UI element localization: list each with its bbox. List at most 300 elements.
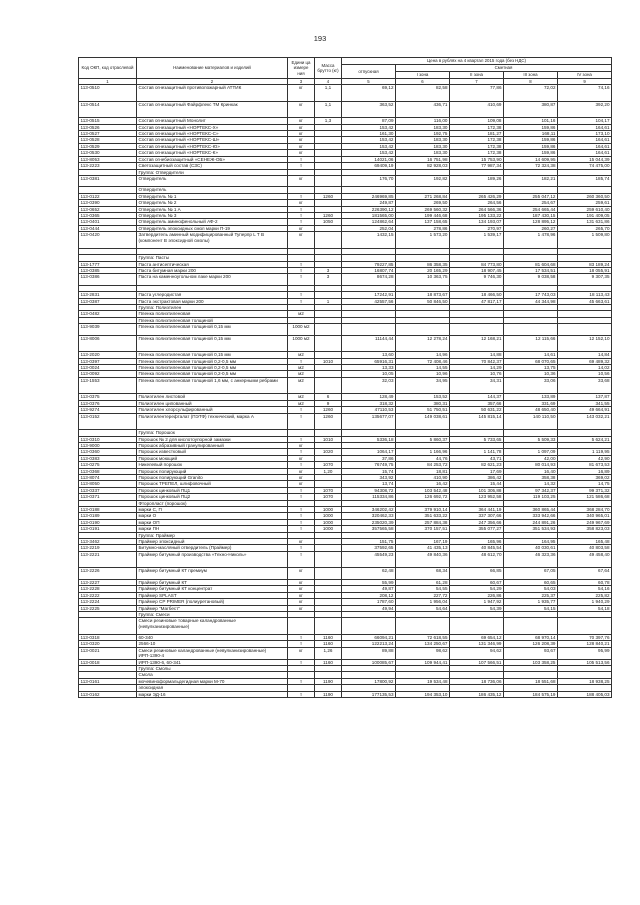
cell-mass: 1,26: [315, 647, 342, 659]
cell-unit: кг: [288, 481, 315, 487]
cell-zone3: 81 604,68: [504, 261, 558, 267]
cell-zone2: 17,69: [450, 468, 504, 474]
cell-zone3: 119 103,25: [504, 494, 558, 500]
header-zone3: III зона: [504, 72, 558, 79]
cell-zone4: 83 189,24: [558, 261, 612, 267]
cell-zone4: 1 119,95: [558, 449, 612, 455]
cell-name: Смеси резиновые каландрованные (невулканизированные) ИРП-1390-4: [137, 647, 288, 659]
cell-release: 320462,33: [342, 513, 396, 519]
cell-zone1: 34,95: [396, 377, 450, 394]
cell-zone2: 47 817,17: [450, 298, 504, 304]
cell-zone4: 33,68: [558, 377, 612, 394]
cell-name: Праймер "Магбест": [137, 605, 288, 611]
cell-code: 113-0383: [79, 455, 137, 461]
cell-zone2: 69 654,12: [450, 634, 504, 640]
cell-name: Порошок полирующий Granito: [137, 475, 288, 481]
cell-name: Пленка полиэтиленовая толщиной 0,15 мм: [137, 335, 288, 352]
cell-zone2: 14,88: [450, 352, 504, 358]
cell-unit: т: [288, 267, 315, 273]
cell-name: Порошок ТРЕПЕЛ, шлифовочный: [137, 481, 288, 487]
cell-zone3: 225,37: [504, 592, 558, 598]
cell-zone4: 18 938,25: [558, 678, 612, 684]
cell-zone1: 16,42: [396, 481, 450, 487]
cell-zone2: [450, 618, 504, 635]
col-number: 6: [396, 79, 450, 85]
cell-zone3: 72 324,38: [504, 163, 558, 169]
cell-name: Отвердитель аминофенольный АФ-2: [137, 219, 288, 225]
cell-unit: кг: [288, 137, 315, 143]
cell-unit: кг: [288, 232, 315, 249]
cell-name: ИРП-1390-6, 60-341: [137, 659, 288, 665]
table-row: [79, 691, 612, 697]
cell-release: [342, 618, 396, 635]
cell-zone4: 164,61: [558, 124, 612, 130]
cell-release: 128,49: [342, 394, 396, 400]
cell-zone4: 392,20: [558, 101, 612, 118]
col-number: 7: [450, 79, 504, 85]
cell-code: 113-0018: [79, 659, 137, 665]
cell-mass: 1260: [315, 193, 342, 199]
cell-zone2: 131 346,99: [450, 641, 504, 647]
cell-zone2: 226,86: [450, 592, 504, 598]
cell-zone3: 14,32: [504, 481, 558, 487]
cell-release: 10,05: [342, 371, 396, 377]
cell-unit: кг: [288, 124, 315, 130]
cell-zone1: 1 573,20: [396, 232, 450, 249]
cell-zone2: 84 773,80: [450, 261, 504, 267]
cell-zone1: 199 446,68: [396, 212, 450, 218]
cell-zone2: 265 426,29: [450, 193, 504, 199]
cell-zone3: 93,67: [504, 647, 558, 659]
cell-zone3: 68 970,14: [504, 634, 558, 640]
cell-zone3: 333 942,66: [504, 513, 558, 519]
cell-name: Фторопласт (порошок): [137, 500, 288, 506]
cell-zone1: 72 618,55: [396, 634, 450, 640]
cell-zone3: 103 358,25: [504, 659, 558, 665]
cell-unit: кг: [288, 101, 315, 118]
cell-release: 124862,64: [342, 219, 396, 225]
cell-zone1: 12 278,24: [396, 335, 450, 352]
cell-release: 37592,65: [342, 545, 396, 551]
cell-name: Состав огнезащитный «НОРТЕКС-К»: [137, 150, 288, 156]
cell-name: Смола: [137, 672, 288, 678]
cell-unit: т: [288, 407, 315, 413]
cell-zone2: 10,76: [450, 371, 504, 377]
cell-unit: т: [288, 545, 315, 551]
cell-release: 153,42: [342, 124, 396, 130]
cell-zone2: 12 168,21: [450, 335, 504, 352]
cell-zone3: 17 534,51: [504, 267, 558, 273]
table-row: [79, 377, 612, 394]
cell-zone3: 80 014,93: [504, 462, 558, 468]
cell-zone3: 12 115,66: [504, 335, 558, 352]
cell-code: 113-1553: [79, 377, 137, 394]
cell-unit: м2: [288, 352, 315, 358]
cell-name: Отвердитель: [137, 175, 288, 186]
cell-zone4: 105 513,56: [558, 659, 612, 665]
cell-zone4: 42,90: [558, 455, 612, 461]
cell-zone1: 1 166,96: [396, 449, 450, 455]
cell-release: 13,33: [342, 364, 396, 370]
cell-zone1: 370 157,51: [396, 526, 450, 532]
cell-unit: т: [288, 634, 315, 640]
cell-zone4: 1 940,29: [558, 599, 612, 605]
cell-unit: кг: [288, 442, 315, 448]
cell-zone1: 436,71: [396, 101, 450, 118]
cell-zone4: 81 673,53: [558, 462, 612, 468]
cell-code: 113-2221: [79, 551, 137, 568]
cell-unit: т: [288, 193, 315, 199]
cell-zone1: 50 846,50: [396, 298, 450, 304]
cell-release: 13,60: [342, 352, 396, 358]
cell-code: 113-0386: [79, 274, 137, 285]
cell-zone2: 109,08: [450, 118, 504, 124]
cell-unit: м2: [288, 371, 315, 377]
cell-zone4: 74,16: [558, 85, 612, 102]
cell-zone4: 249 967,69: [558, 519, 612, 525]
cell-code: 113-0368: [79, 468, 137, 474]
cell-zone1: 271 268,84: [396, 193, 450, 199]
cell-unit: т: [288, 449, 315, 455]
cell-code: 113-9000: [79, 442, 137, 448]
cell-name: Никелевый порошок: [137, 462, 288, 468]
cell-zone2: 48 612,70: [450, 551, 504, 568]
cell-name: Группа: Смеси: [137, 611, 288, 617]
cell-code: 113-0385: [79, 267, 137, 273]
cell-mass: 9: [315, 400, 342, 406]
cell-unit: т: [288, 436, 315, 442]
cell-unit: т: [288, 507, 315, 513]
cell-zone2: 172,38: [450, 143, 504, 149]
cell-zone2: 40 845,54: [450, 545, 504, 551]
cell-unit: т: [288, 551, 315, 568]
cell-zone4: [558, 324, 612, 335]
cell-unit: т: [288, 358, 315, 364]
cell-zone3: 10,36: [504, 371, 558, 377]
cell-zone1: 49 840,36: [396, 551, 450, 568]
cell-zone4: 185,74: [558, 175, 612, 186]
cell-release: 153,42: [342, 137, 396, 143]
cell-name: Группа: Полиэтилен: [137, 304, 288, 310]
cell-name: Пленка полиэтиленовая толщиной: [137, 317, 288, 323]
cell-zone3: [504, 618, 558, 635]
cell-zone4: 69 489,32: [558, 358, 612, 364]
cell-zone4: 173,10: [558, 131, 612, 137]
cell-release: 318,32: [342, 400, 396, 406]
cell-code: 113-0482: [79, 311, 137, 317]
cell-zone2: 172,38: [450, 150, 504, 156]
cell-code: 113-0515: [79, 118, 137, 124]
cell-unit: т: [288, 212, 315, 218]
cell-zone2: 18 907,45: [450, 267, 504, 273]
cell-release: 153,42: [342, 143, 396, 149]
cell-zone2: 18 736,06: [450, 678, 504, 684]
col-number: 5: [342, 79, 396, 85]
cell-zone3: 380,87: [504, 101, 558, 118]
cell-zone4: 121 586,68: [558, 494, 612, 500]
cell-zone1: 379 910,14: [396, 507, 450, 513]
cell-zone3: 126 208,39: [504, 641, 558, 647]
table-row: [79, 175, 612, 186]
cell-zone2: 34,31: [450, 377, 504, 394]
cell-unit: т: [288, 219, 315, 225]
cell-code: 113-0371: [79, 494, 137, 500]
cell-release: 343,92: [342, 475, 396, 481]
cell-zone1: 19 534,48: [396, 678, 450, 684]
cell-zone1: 14,96: [396, 352, 450, 358]
cell-zone4: 164,61: [558, 137, 612, 143]
table-row: [79, 413, 612, 430]
cell-name: марки ПН: [137, 526, 288, 532]
cell-zone1: 194 353,10: [396, 691, 450, 697]
table-row: [79, 324, 612, 335]
cell-zone1: 54,55: [396, 586, 450, 592]
cell-name: Группа: Смолы: [137, 665, 288, 671]
cell-zone1: 10 363,75: [396, 274, 450, 285]
cell-zone1: 14,55: [396, 364, 450, 370]
cell-unit: т: [288, 526, 315, 532]
cell-zone2: 70 842,37: [450, 358, 504, 364]
cell-code: 113-0420: [79, 232, 137, 249]
cell-name: Праймер эпоксидный: [137, 539, 288, 545]
cell-code: 113-0092: [79, 371, 137, 377]
cell-name: Битумно-масляный отвердитель (Праймер): [137, 545, 288, 551]
cell-unit: кг: [288, 605, 315, 611]
cell-name: Отвердитель № 2: [137, 200, 288, 206]
cell-zone3: 254 665,44: [504, 206, 558, 212]
cell-release: 32,03: [342, 377, 396, 394]
cell-code: 113-0320: [79, 641, 137, 647]
cell-zone3: 54,03: [504, 586, 558, 592]
cell-release: 13,74: [342, 481, 396, 487]
cell-zone4: 341,55: [558, 400, 612, 406]
cell-release: 69409,19: [342, 163, 396, 169]
cell-release: 176,70: [342, 175, 396, 186]
cell-code: 113-9274: [79, 407, 137, 413]
cell-zone1: 109 944,41: [396, 659, 450, 665]
cell-zone3: 17 743,03: [504, 292, 558, 298]
cell-zone3: [504, 324, 558, 335]
cell-zone1: 5 860,37: [396, 436, 450, 442]
cell-zone3: 159,86: [504, 150, 558, 156]
cell-zone4: 95,99: [558, 647, 612, 659]
cell-release: 1432,15: [342, 232, 396, 249]
cell-name: Отвердитель № 3: [137, 212, 288, 218]
cell-mass: 1000: [315, 526, 342, 532]
cell-code: 113-2226: [79, 568, 137, 579]
cell-release: 181565,00: [342, 212, 396, 218]
cell-zone1: 269,50: [396, 200, 450, 206]
col-number: 3: [288, 79, 315, 85]
cell-release: 87,09: [342, 118, 396, 124]
cell-release: 357565,58: [342, 526, 396, 532]
cell-code: 113-0318: [79, 634, 137, 640]
cell-zone2: 94,62: [450, 647, 504, 659]
cell-code: 113-0337: [79, 487, 137, 493]
cell-name: мочевиноформальдегидная марки М-70: [137, 678, 288, 684]
cell-code: 113-8050: [79, 481, 137, 487]
cell-zone2: 357,66: [450, 400, 504, 406]
cell-name: Праймер SPLAST: [137, 592, 288, 598]
cell-code: 113-0527: [79, 131, 137, 137]
cell-zone2: [450, 324, 504, 335]
cell-zone4: 143 032,21: [558, 413, 612, 430]
cell-release: 17800,92: [342, 678, 396, 684]
header-zone1: I зона: [396, 72, 450, 79]
cell-zone3: 128 895,12: [504, 219, 558, 225]
cell-name: Праймер битумный КТ: [137, 579, 288, 585]
header-price-group: Цена в рублях на 4 квартал 2015 года (без НДС): [342, 58, 612, 65]
cell-mass: [315, 568, 342, 579]
cell-zone3: 40 030,61: [504, 545, 558, 551]
cell-zone3: 168,11: [504, 131, 558, 137]
cell-zone4: 260 360,50: [558, 193, 612, 199]
cell-zone3: 331,69: [504, 400, 558, 406]
cell-release: 8674,28: [342, 274, 396, 285]
cell-zone4: 54,16: [558, 586, 612, 592]
cell-zone4: 128 840,21: [558, 641, 612, 647]
cell-unit: м2: [288, 377, 315, 394]
cell-unit: кг: [288, 175, 315, 186]
cell-code: 113-0162: [79, 691, 137, 697]
cell-release: 49,87: [342, 586, 396, 592]
cell-code: 113-0021: [79, 647, 137, 659]
cell-zone2: 123 952,58: [450, 494, 504, 500]
cell-name: Группа: Порошок: [137, 430, 288, 436]
cell-zone1: 103 542,48: [396, 487, 450, 493]
cell-zone1: 72 408,46: [396, 358, 450, 364]
cell-zone3: 159,86: [504, 124, 558, 130]
cell-zone3: 159,86: [504, 137, 558, 143]
cell-unit: т: [288, 494, 315, 500]
cell-name: Группа: Пасты: [137, 255, 288, 261]
cell-unit: т: [288, 678, 315, 684]
cell-zone2: 264,56: [450, 200, 504, 206]
cell-zone4: 67,64: [558, 568, 612, 579]
cell-zone2: 14,29: [450, 364, 504, 370]
cell-mass: [315, 618, 342, 635]
cell-zone4: 1 509,80: [558, 232, 612, 249]
cell-unit: т: [288, 163, 315, 169]
cell-code: 113-0122: [79, 193, 137, 199]
cell-zone4: 259 610,40: [558, 206, 612, 212]
cell-zone2: 15 753,90: [450, 156, 504, 162]
cell-mass: 1,3: [315, 118, 342, 124]
cell-zone1: 126 692,72: [396, 494, 450, 500]
cell-release: 100085,67: [342, 659, 396, 665]
cell-zone4: 99 371,32: [558, 487, 612, 493]
cell-mass: [315, 324, 342, 335]
cell-release: 1064,17: [342, 449, 396, 455]
cell-name: Порошок абразивный гранулированный: [137, 442, 288, 448]
cell-unit: т: [288, 274, 315, 285]
cell-mass: 1000: [315, 519, 342, 525]
cell-zone3: 60,65: [504, 579, 558, 585]
cell-zone1: [396, 618, 450, 635]
cell-zone3: 42,00: [504, 455, 558, 461]
cell-name: Отвердитель: [137, 187, 288, 193]
cell-unit: т: [288, 659, 315, 665]
cell-unit: 1000 м2: [288, 324, 315, 335]
cell-zone3: 9 038,58: [504, 274, 558, 285]
cell-zone1: 183,30: [396, 150, 450, 156]
cell-zone4: 18 055,91: [558, 267, 612, 273]
cell-zone1: 153,52: [396, 394, 450, 400]
cell-unit: [288, 618, 315, 635]
cell-zone1: 410,90: [396, 475, 450, 481]
cell-unit: кг: [288, 592, 315, 598]
cell-zone2: 18 466,50: [450, 292, 504, 298]
cell-zone4: 74 475,00: [558, 163, 612, 169]
cell-code: 113-8074: [79, 475, 137, 481]
cell-release: 135677,07: [342, 413, 396, 430]
cell-code: 113-2219: [79, 545, 137, 551]
cell-zone2: 355 077,27: [450, 526, 504, 532]
cell-zone3: 244 891,26: [504, 519, 558, 525]
cell-mass: 1160: [315, 659, 342, 665]
col-number: 9: [558, 79, 612, 85]
cell-release: 11144,44: [342, 335, 396, 352]
cell-code: 113-0530: [79, 150, 137, 156]
cell-zone1: 1 956,04: [396, 599, 450, 605]
cell-zone1: 68,34: [396, 568, 450, 579]
cell-zone2: 186 435,12: [450, 691, 504, 697]
cell-release: 55,99: [342, 579, 396, 585]
cell-zone2: 145 815,14: [450, 413, 504, 430]
cell-zone1: 98,62: [396, 647, 450, 659]
cell-release: 37,86: [342, 455, 396, 461]
cell-unit: кг: [288, 586, 315, 592]
cell-zone3: 16,40: [504, 468, 558, 474]
table-row: [79, 647, 612, 659]
cell-zone2: 172,38: [450, 124, 504, 130]
cell-mass: 1000: [315, 513, 342, 519]
cell-release: 94308,72: [342, 487, 396, 493]
cell-name: Отвердитель № 1: [137, 193, 288, 199]
cell-name: Порошок цинковый ПЦ2: [137, 494, 288, 500]
cell-zone3: 68 070,65: [504, 358, 558, 364]
cell-zone2: 15,44: [450, 481, 504, 487]
cell-zone1: 192,75: [396, 131, 450, 137]
cell-code: 113-9039: [79, 324, 137, 335]
cell-zone3: 255 047,12: [504, 193, 558, 199]
cell-unit: кг: [288, 539, 315, 545]
cell-zone4: 225,82: [558, 592, 612, 598]
cell-release: 79227,85: [342, 261, 396, 267]
cell-code: 113-0190: [79, 519, 137, 525]
cell-mass: [315, 377, 342, 394]
cell-zone3: 358,38: [504, 475, 558, 481]
cell-name: Порошок известковый: [137, 449, 288, 455]
cell-mass: 1260: [315, 212, 342, 218]
cell-name: Пленка полиэтиленовая толщиной 0,15 мм: [137, 352, 288, 358]
cell-zone1: 10,96: [396, 371, 450, 377]
cell-zone4: 54,18: [558, 605, 612, 611]
cell-zone2: 50 631,22: [450, 407, 504, 413]
cell-zone4: 70 397,76: [558, 634, 612, 640]
header-code: Код ОКП, код отраслевой: [79, 58, 137, 79]
table-row: [79, 85, 612, 102]
cell-name: Состав огнезащитный Файрфлекс ТМ Кринкак: [137, 101, 288, 118]
cell-zone1: 227,72: [396, 592, 450, 598]
cell-zone2: 144,37: [450, 394, 504, 400]
cell-zone1: 149 038,61: [396, 413, 450, 430]
cell-unit: кг: [288, 647, 315, 659]
cell-code: 113-0390: [79, 200, 137, 206]
cell-unit: кг: [288, 468, 315, 474]
cell-release: 151,75: [342, 539, 396, 545]
cell-release: 346202,42: [342, 507, 396, 513]
